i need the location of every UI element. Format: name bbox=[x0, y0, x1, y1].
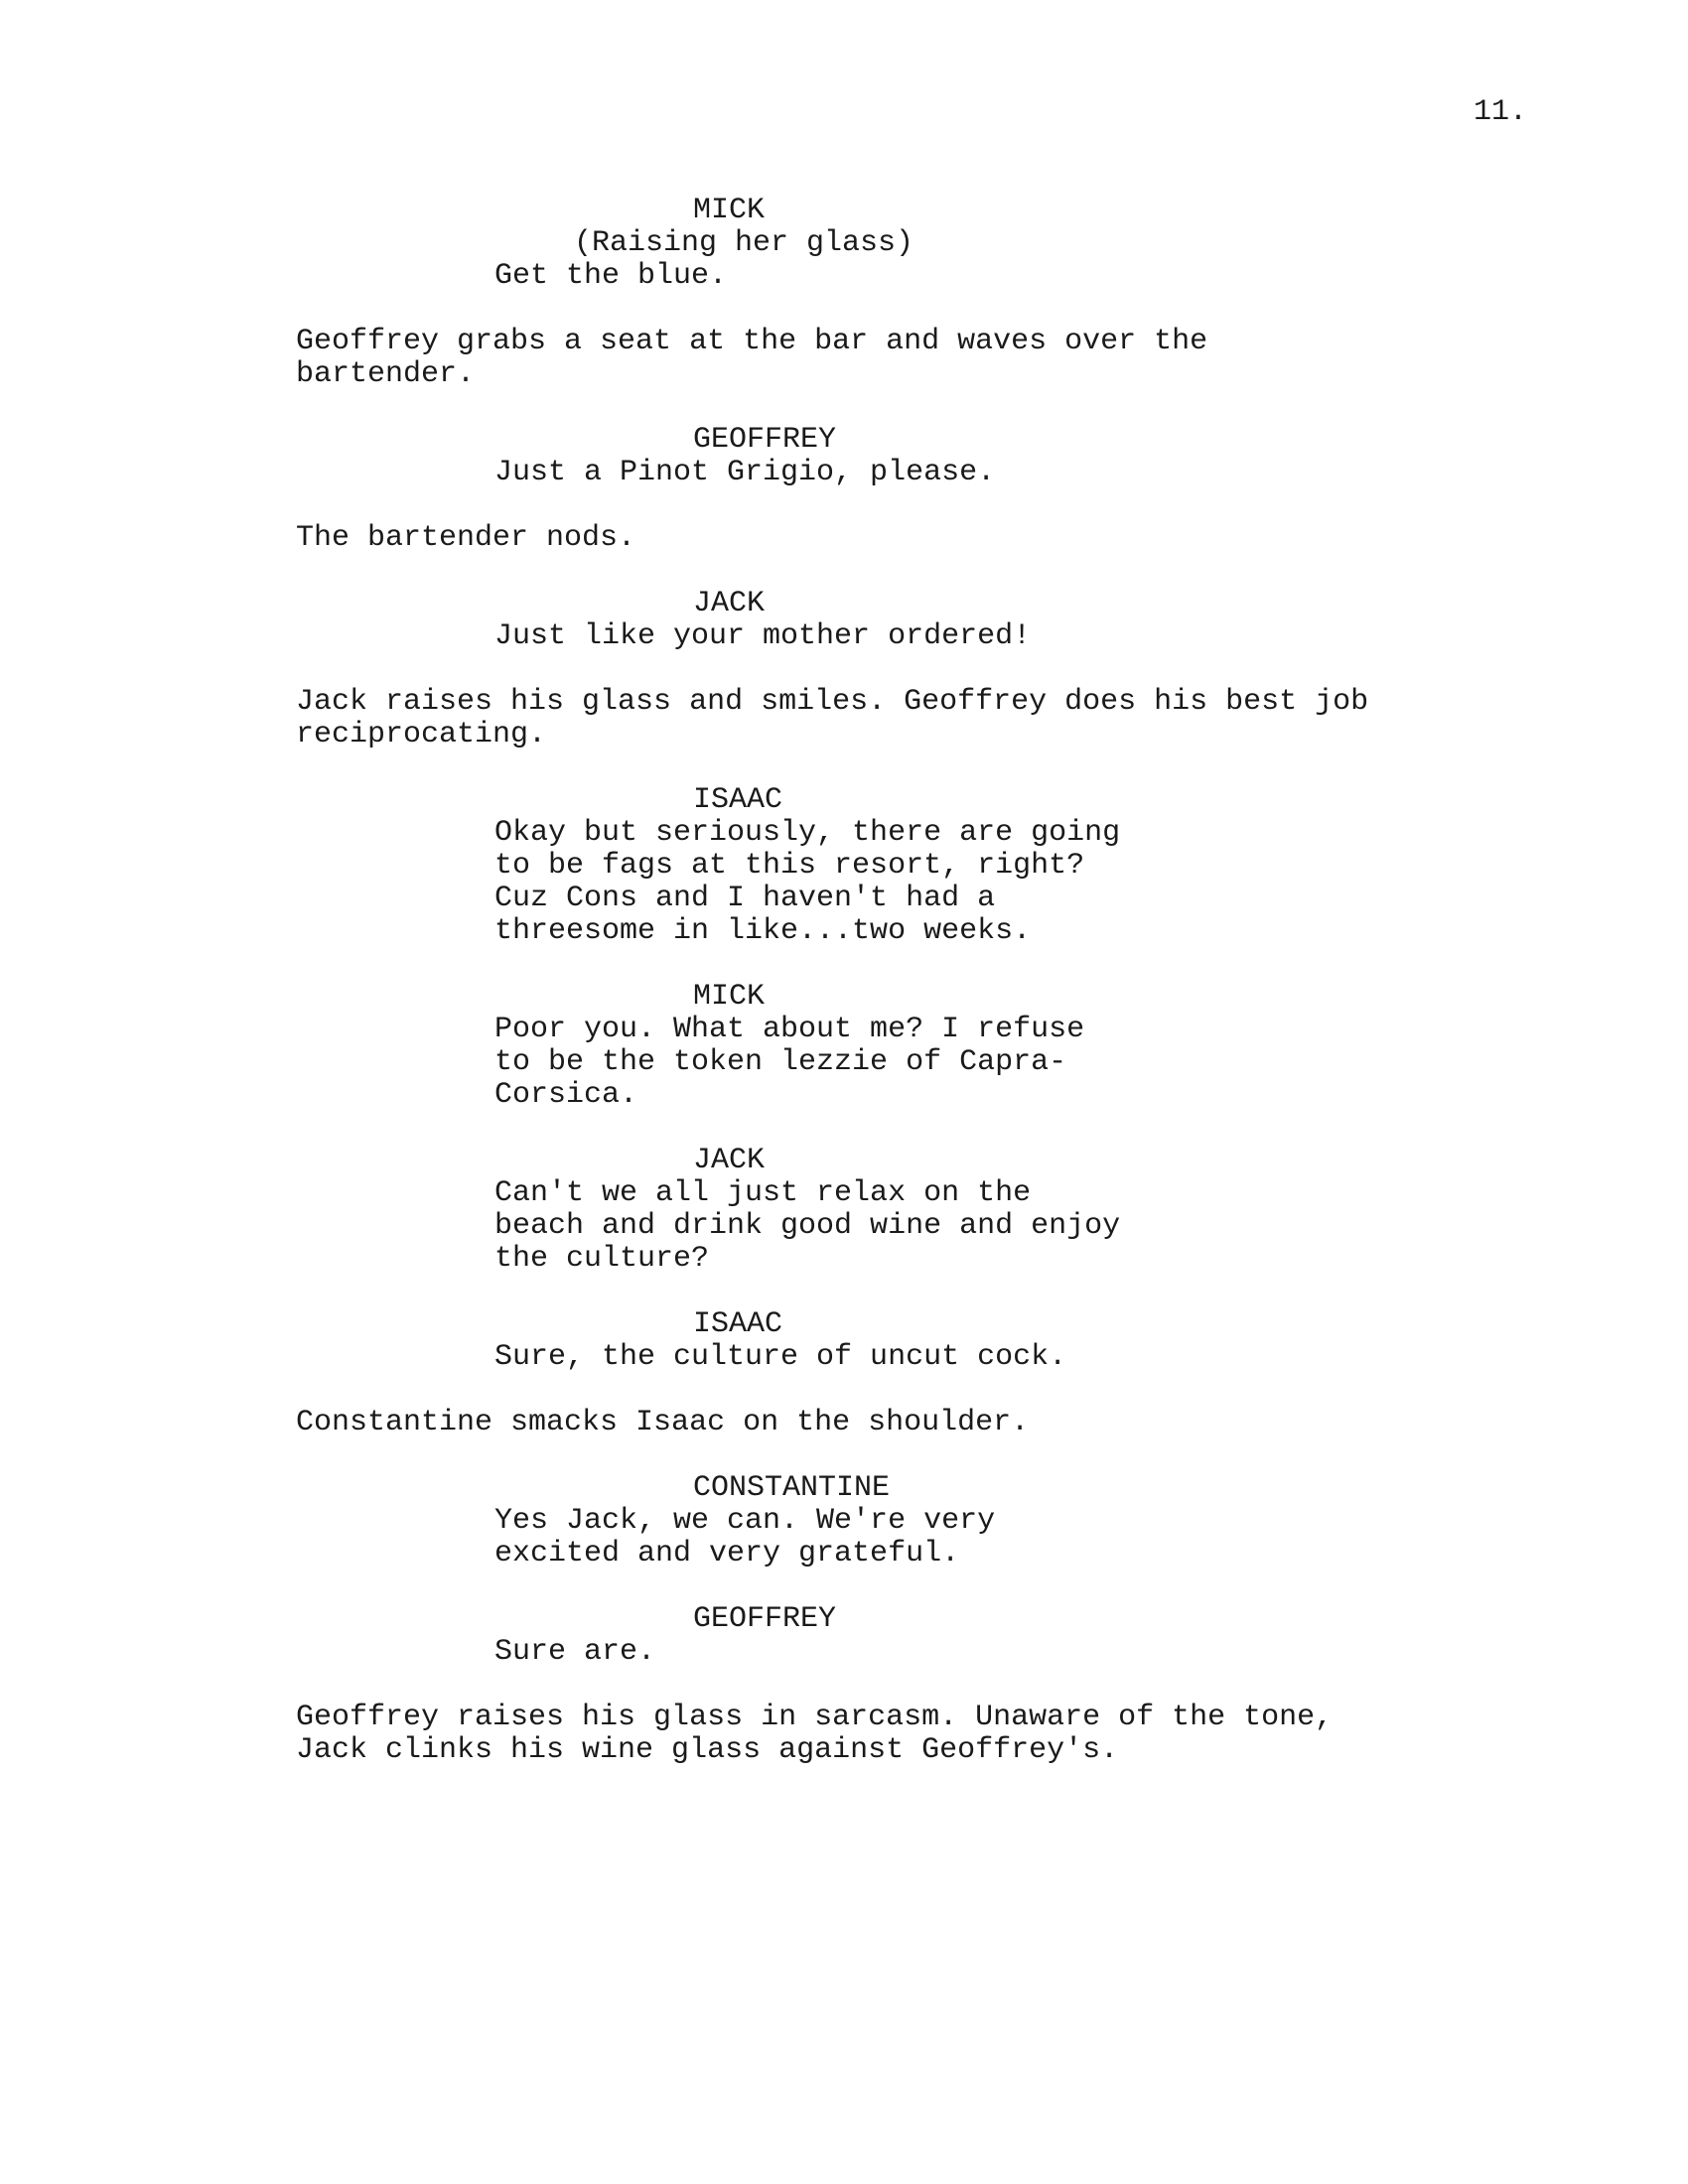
dialogue-line: Sure, the culture of uncut cock. bbox=[494, 1340, 1067, 1374]
parenthetical: (Raising her glass) bbox=[574, 226, 914, 260]
character-cue: MICK bbox=[693, 980, 766, 1014]
action-line: Jack raises his glass and smiles. Geoffrey does his best job reciprocating. bbox=[296, 685, 1369, 751]
action-line: Geoffrey raises his glass in sarcasm. Unaware of the tone, Jack clinks his wine glass against Geoffrey's. bbox=[296, 1701, 1334, 1767]
character-cue: MICK bbox=[693, 194, 766, 227]
script-body bbox=[296, 195, 1487, 1800]
character-cue: CONSTANTINE bbox=[693, 1471, 891, 1505]
dialogue-line: Just like your mother ordered! bbox=[494, 619, 1032, 653]
page-number: 11. bbox=[1474, 95, 1528, 129]
dialogue-line: Just a Pinot Grigio, please. bbox=[494, 456, 996, 489]
action-line: Geoffrey grabs a seat at the bar and waves over the bartender. bbox=[296, 325, 1208, 391]
dialogue-line: Can't we all just relax on the beach and drink good wine and enjoy the culture? bbox=[494, 1176, 1121, 1276]
action-line: The bartender nods. bbox=[296, 521, 636, 555]
character-cue: GEOFFREY bbox=[693, 1602, 837, 1636]
dialogue-line: Yes Jack, we can. We're very excited and very grateful. bbox=[494, 1504, 996, 1570]
character-cue: ISAAC bbox=[693, 783, 783, 817]
dialogue-line: Okay but seriously, there are going to be fags at this resort, right? Cuz Cons and I haven't had a threesome in like...two weeks. bbox=[494, 816, 1121, 948]
character-cue: GEOFFREY bbox=[693, 423, 837, 457]
action-line: Constantine smacks Isaac on the shoulder. bbox=[296, 1406, 1030, 1439]
character-cue: JACK bbox=[693, 587, 766, 620]
dialogue-line: Poor you. What about me? I refuse to be the token lezzie of Capra- Corsica. bbox=[494, 1013, 1085, 1112]
character-cue: JACK bbox=[693, 1144, 766, 1177]
character-cue: ISAAC bbox=[693, 1307, 783, 1341]
dialogue-line: Get the blue. bbox=[494, 259, 728, 293]
dialogue-line: Sure are. bbox=[494, 1635, 656, 1669]
